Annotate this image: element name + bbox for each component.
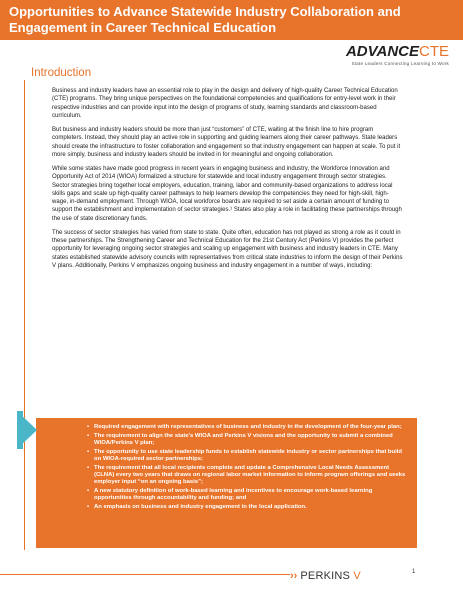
title-banner: [0, 0, 463, 40]
advance-cte-logo: [299, 44, 449, 70]
perkins-v-logo: [290, 566, 372, 582]
bullet-icon: •: [87, 464, 90, 471]
section-divider-line: [24, 80, 25, 550]
paragraph: Business and industry leaders have an essential role to play in the design and delivery of high-quality Career Technical Education (CTE) programs. They bring unique perspectives on the foundational competencies and qualifications for entry-level work in their respective industries and can provide input into the design of programs of study, learning standards and classroom-based curriculum.: [52, 88, 398, 119]
paragraph: While some states have made good progress in recent years in engaging business and industry, the Workforce Innovation and Opportunity Act of 2014 (WIOA) formalized a structure for statewide and local industry engagement through sector strategies. Sector strategies bring together local employers, education, training, labor and community-based organizations to address local skills gaps and scale up high-quality career pathways to help learners develop the competencies they need for high-skill, high-wage, in-demand employment. Through WIOA, local workforce boards are required to set aside a certain amount of funding to support the establishment and implementation of sector strategies.¹ States also play a role in facilitating these partnerships through the use of state discretionary funds.: [52, 166, 402, 222]
paragraph: The success of sector strategies has varied from state to state. Quite often, education has not played as strong a role as it could in these partnerships. The Strengthening Career and Technical Education for the 21st Century Act (Perkins V) provides the perfect opportunity for leveraging ongoing sector strategies and scaling up engagement with business and industry leaders in CTE. Many states established statewide advisory councils with representatives from critical state industries to inform the design of their Perkins V plans. Additionally, Perkins V emphasizes ongoing business and industry engagement in a number of ways, including:: [52, 229, 403, 269]
logo-advance-text: ADVANCE: [345, 43, 419, 60]
list-item: • A new statutory definition of work-based learning and incentives to encourage work-based learning opportunities through accountability and funding; and: [87, 487, 373, 502]
bullet-icon: •: [87, 424, 90, 430]
list-item: • The opportunity to use state leadership funds to establish statewide industry or sector partnerships that build on WIOA-required sector partnerships;: [87, 448, 402, 462]
bullet-icon: •: [87, 503, 90, 510]
document-title: Opportunities to Advance Statewide Industry Collaboration and Engagement in Career Technical Education: [9, 4, 401, 35]
list-item: • The requirement to align the state’s WIOA and Perkins V visions and the opportunity to submit a combined WIOA/Perkins V plan;: [87, 432, 393, 446]
list-item: • The requirement that all local recipients complete and update a Comprehensive Local Needs Assessment (CLNA) every two years that draws on regional labor market information to inform program offerings and seeks employer input “on an ongoing basis”;: [87, 464, 406, 486]
paragraph: But business and industry leaders should be more than just “customers” of CTE, waiting at the finish line to hire program completers. Instead, they should play an active role in supporting and guiding learners along their career pathways. State leaders should create the infrastructure to foster collaboration and engagement so that industry engagement can happen at scale. To put it more simply, business and industry leaders should be invited in for meaningful and ongoing collaboration.: [52, 127, 401, 158]
perkins-text: PERKINS V: [300, 570, 361, 582]
section-heading: Introduction: [31, 67, 92, 79]
list-item: • Required engagement with representatives of business and industry in the development of the four-year plan;: [87, 424, 402, 430]
bullet-icon: •: [87, 432, 90, 439]
bullet-icon: •: [87, 448, 90, 455]
callout-box: [36, 418, 417, 548]
callout-arrow-icon: [17, 411, 37, 449]
bullet-icon: •: [87, 487, 90, 494]
body-text: [52, 87, 404, 276]
footer-divider-line: [0, 574, 290, 575]
page-number: 1: [412, 569, 416, 575]
chevron-right-icon: ››: [290, 570, 301, 582]
callout-list: [36, 418, 417, 511]
logo-cte-text: CTE: [419, 43, 449, 60]
logo-tagline: State Leaders Connecting Learning to Work: [351, 61, 449, 66]
list-item: • An emphasis on business and industry engagement in the local application.: [87, 503, 307, 510]
perkins-v-letter: V: [353, 570, 361, 582]
